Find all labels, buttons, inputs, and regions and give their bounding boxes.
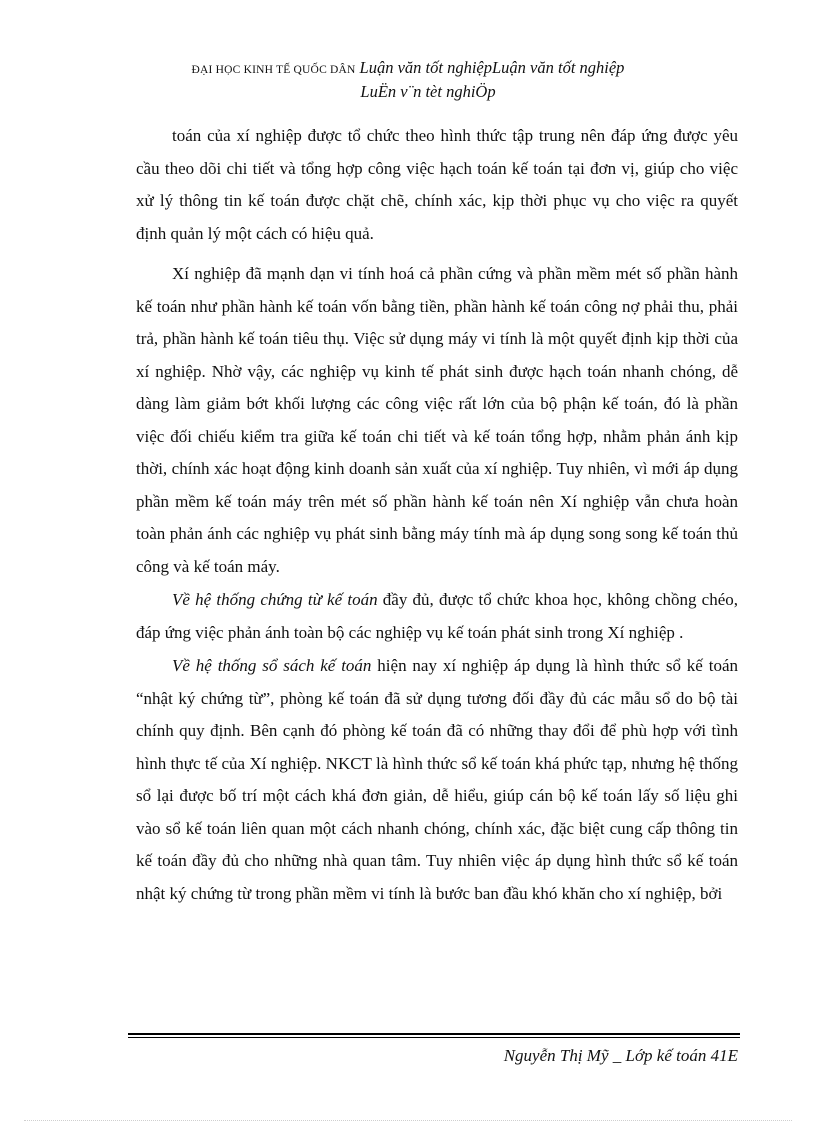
- footer-rule-thick: [128, 1033, 740, 1035]
- paragraph-text: toán của xí nghiệp được tổ chức theo hình thức tập trung nên đáp ứng được yêu cầu theo dõi chi tiết và tổng hợp công việc hạch toán kế toán tại đơn vị, giúp cho việc xử lý thông tin kế toán được chặt chẽ, chính xác, kịp thời phục vụ cho việc ra quyết định quản lý một cách có hiệu quả.: [136, 126, 738, 243]
- paragraph-lead-italic: Về hệ thống sổ sách kế toán: [172, 656, 372, 675]
- thesis-title: Luận văn tốt nghiệpLuận văn tốt nghiệp: [359, 58, 625, 77]
- university-name: ĐẠI HỌC KINH TẾ QUỐC DÂN: [191, 64, 356, 76]
- paragraph: [136, 258, 738, 583]
- paragraph-text: đầy đủ, được tổ chức khoa học, không chồng chéo, đáp ứng việc phản ánh toàn bộ các nghiệp vụ kế toán phát sinh trong Xí nghiệp .: [136, 590, 738, 642]
- paragraph: [136, 120, 738, 250]
- paragraph-text: hiện nay xí nghiệp áp dụng là hình thức sổ kế toán “nhật ký chứng từ”, phòng kế toán đã sử dụng tương đối đầy đủ các mẫu sổ do bộ tài chính quy định. Bên cạnh đó phòng kế toán đã có những thay đổi để phù hợp với tình hình thực tế của Xí nghiệp. NKCT là hình thức sổ kế toán khá phức tạp, nhưng hệ thống sổ lại được bố trí một cách khá đơn giản, dễ hiểu, giúp cán bộ kế toán lấy số liệu ghi vào sổ kế toán liên quan một cách nhanh chóng, chính xác, đặc biệt cung cấp thông tin kế toán đầy đủ cho những nhà quan tâm. Tuy nhiên việc áp dụng hình thức sổ kế toán nhật ký chứng từ trong phần mềm vi tính là bước ban đầu khó khăn cho xí nghiệp, bởi: [136, 656, 738, 903]
- paragraph-text: Xí nghiệp đã mạnh dạn vi tính hoá cả phần cứng và phần mềm mét số phần hành kế toán như phần hành kế toán vốn bằng tiền, phần hành kế toán công nợ phải thu, phải trả, phần hành kế toán tiêu thụ. Việc sử dụng máy vi tính là một quyết định kịp thời của xí nghiệp. Nhờ vậy, các nghiệp vụ kinh tế phát sinh được hạch toán nhanh chóng, dễ dàng làm giảm bớt khối lượng các công việc rất lớn của bộ phận kế toán, đó là phần việc đối chiếu kiểm tra giữa kế toán chi tiết và kế toán tổng hợp, nhằm phản ánh kịp thời, chính xác hoạt động kinh doanh sản xuất của xí nghiệp. Tuy nhiên, vì mới áp dụng phần mềm kế toán máy trên mét số phần hành kế toán nên Xí nghiệp vẫn chưa hoàn toàn phản ánh các nghiệp vụ phát sinh bằng máy tính mà áp dụng song song kế toán thủ công và kế toán máy.: [136, 264, 738, 576]
- paragraph: [136, 584, 738, 649]
- footer-rule-thin: [128, 1037, 740, 1038]
- page-footer: [128, 1046, 738, 1066]
- paragraph-lead-italic: Về hệ thống chứng từ kế toán: [172, 590, 378, 609]
- document-body: [136, 120, 738, 910]
- header-line-1: [0, 57, 816, 81]
- paragraph: [136, 650, 738, 910]
- thesis-title-garbled: LuËn v¨n tèt nghiÖp: [360, 82, 496, 101]
- page-bottom-border: [24, 1120, 792, 1121]
- page-header: [0, 57, 816, 103]
- author-signature: Nguyễn Thị Mỹ _ Lớp kế toán 41E: [503, 1046, 738, 1065]
